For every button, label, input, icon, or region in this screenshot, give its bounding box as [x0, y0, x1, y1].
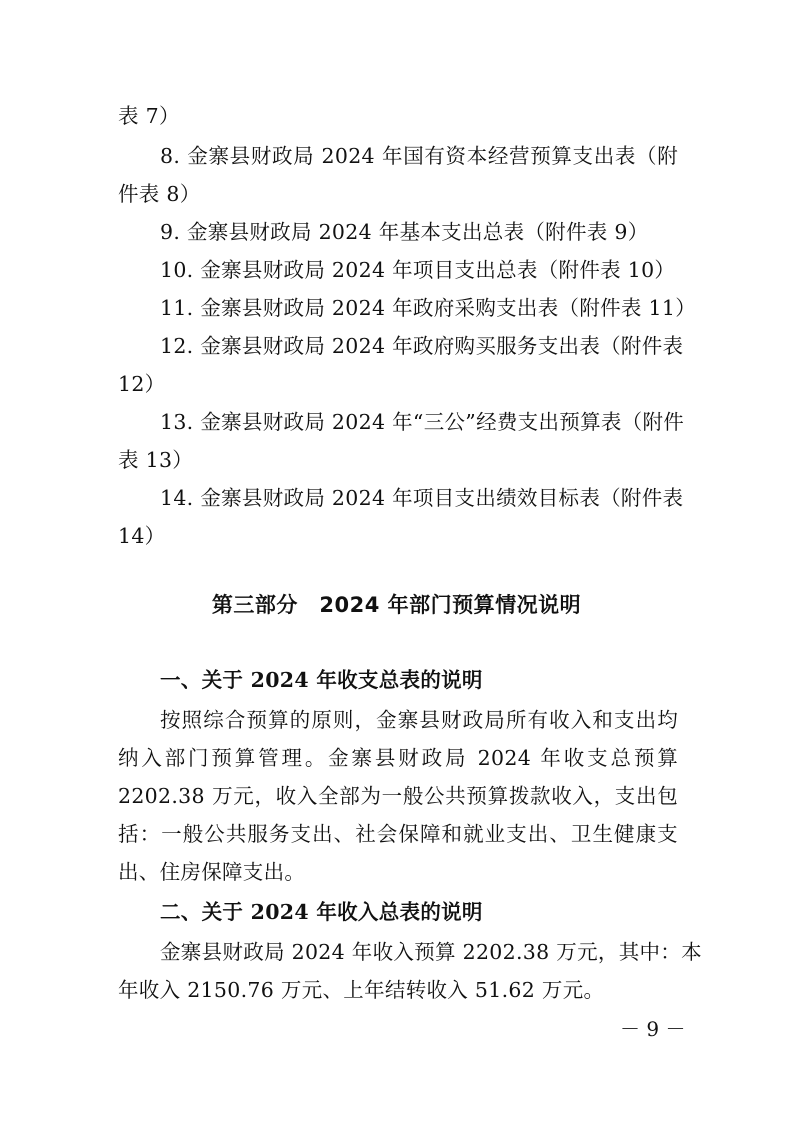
list-item-9: 9. 金寨县财政局 2024 年基本支出总表（附件表 9）: [160, 220, 649, 244]
section-heading: 第三部分 2024 年部门预算情况说明: [211, 593, 582, 617]
list-item-7-continuation: 表 7）: [118, 104, 180, 128]
subsection-1-line-1: 按照综合预算的原则，金寨县财政局所有收入和支出均: [160, 708, 678, 732]
list-item-14: 14. 金寨县财政局 2024 年项目支出绩效目标表（附件表: [160, 486, 684, 510]
list-item-8: 8. 金寨县财政局 2024 年国有资本经营预算支出表（附: [160, 144, 678, 168]
list-item-11: 11. 金寨县财政局 2024 年政府采购支出表（附件表 11）: [160, 296, 697, 320]
subsection-2-title: 二、关于 2024 年收入总表的说明: [160, 900, 483, 924]
list-item-10: 10. 金寨县财政局 2024 年项目支出总表（附件表 10）: [160, 258, 676, 282]
list-item-14-continuation: 14）: [118, 524, 166, 548]
subsection-1-title: 一、关于 2024 年收支总表的说明: [160, 668, 483, 692]
subsection-1-line-5: 出、住房保障支出。: [118, 860, 306, 884]
subsection-1-line-2: 纳入部门预算管理。金寨县财政局 2024 年收支总预算: [118, 746, 678, 770]
subsection-1-line-3: 2202.38 万元，收入全部为一般公共预算拨款收入，支出包: [118, 784, 678, 808]
subsection-2-line-1: 金寨县财政局 2024 年收入预算 2202.38 万元，其中：本: [160, 940, 702, 964]
list-item-13: 13. 金寨县财政局 2024 年“三公”经费支出预算表（附件: [160, 410, 685, 434]
list-item-8-continuation: 件表 8）: [118, 182, 201, 206]
list-item-13-continuation: 表 13）: [118, 448, 194, 472]
list-item-12: 12. 金寨县财政局 2024 年政府购买服务支出表（附件表: [160, 334, 684, 358]
list-item-12-continuation: 12）: [118, 372, 166, 396]
page-number: － 9 －: [620, 1017, 686, 1041]
subsection-2-line-2: 年收入 2150.76 万元、上年结转收入 51.62 万元。: [118, 978, 605, 1002]
subsection-1-line-4: 括：一般公共服务支出、社会保障和就业支出、卫生健康支: [118, 822, 678, 846]
